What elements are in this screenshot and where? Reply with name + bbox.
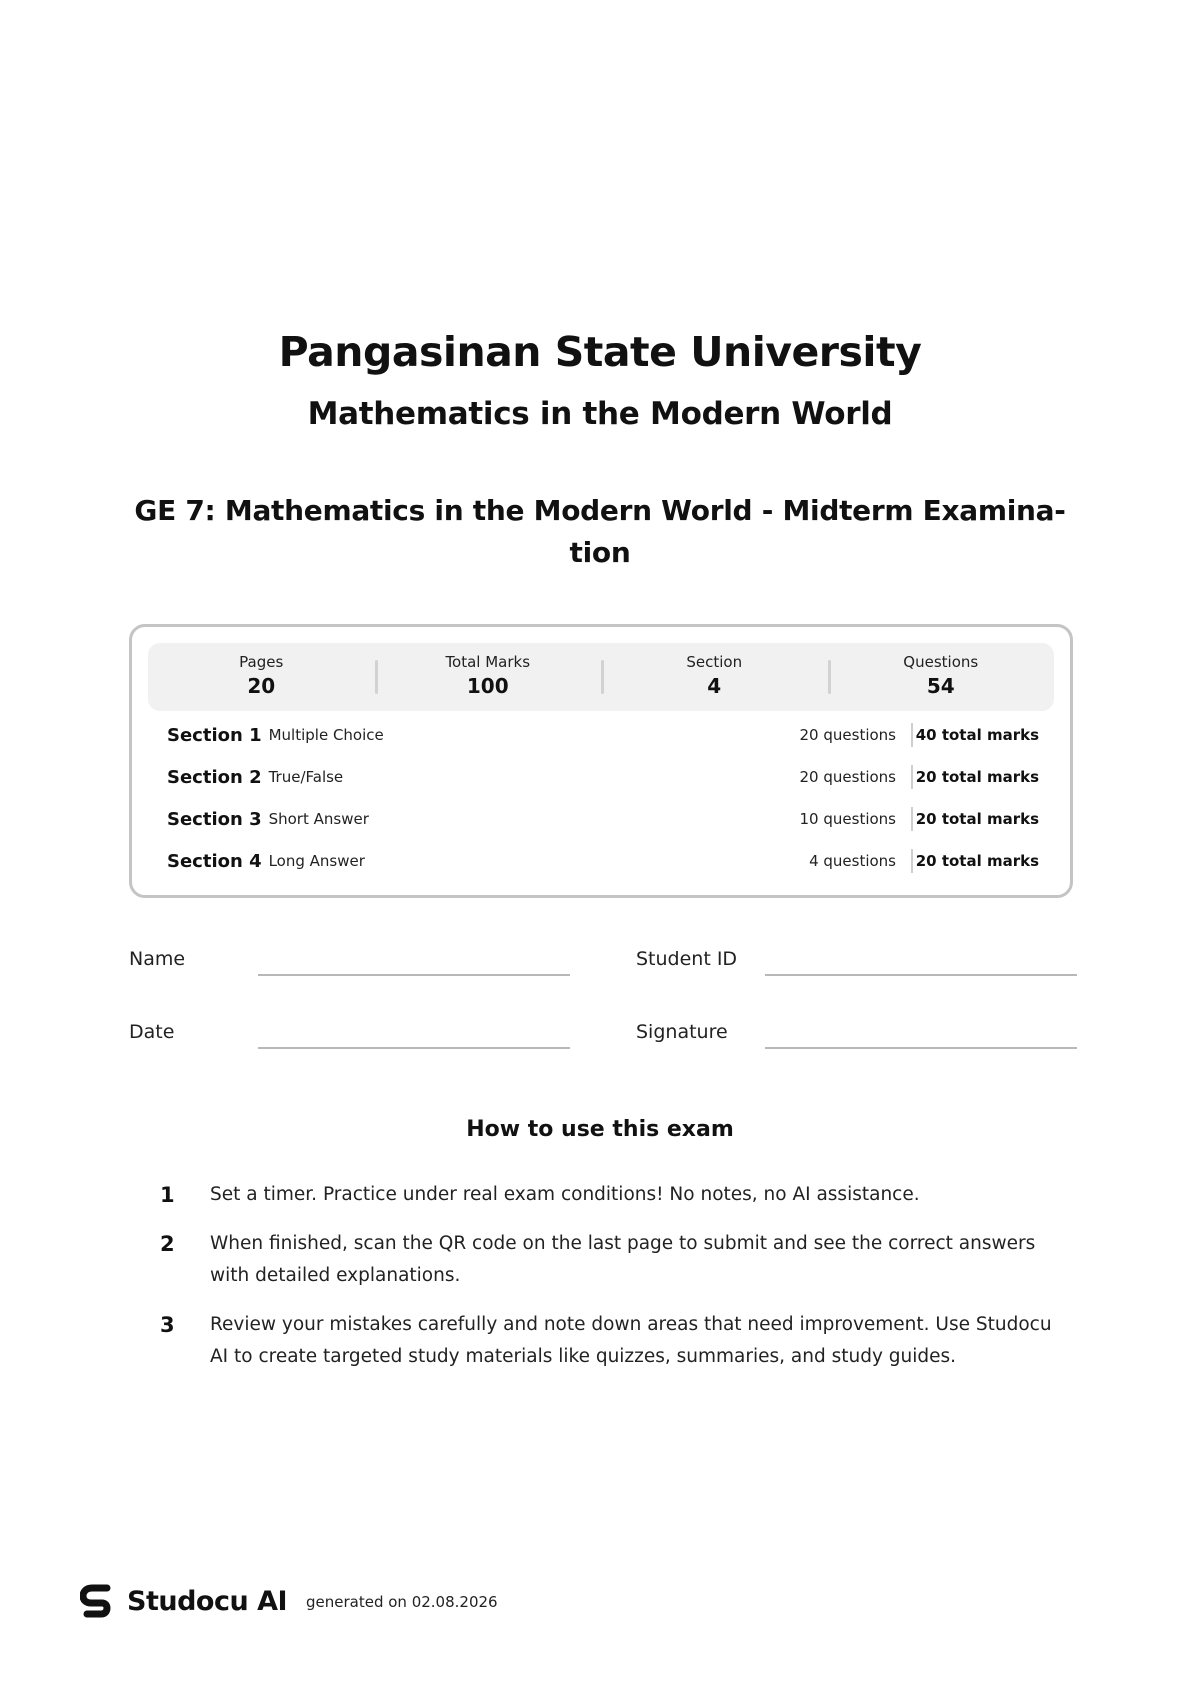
stat-label: Section <box>686 653 743 671</box>
student-id-label: Student ID <box>636 948 738 970</box>
brand-name: Studocu AI <box>127 1586 288 1617</box>
section-type: Long Answer <box>268 852 365 870</box>
section-type: True/False <box>268 768 344 786</box>
stat-questions <box>828 643 1055 711</box>
step-number: 2 <box>160 1232 175 1256</box>
section-type: Multiple Choice <box>268 726 384 744</box>
stat-label: Pages <box>239 653 284 671</box>
stat-pages <box>148 643 375 711</box>
step-text: Review your mistakes carefully and note down areas that need improvement. Use Studocu AI to create targeted study materials like quizzes, summaries, and study guides. <box>210 1314 1052 1367</box>
section-marks: 20 total marks <box>915 852 1039 870</box>
section-marks: 20 total marks <box>915 810 1039 828</box>
stat-section <box>601 643 828 711</box>
university-name: Pangasinan State University <box>278 328 922 376</box>
section-name: Section 4 <box>167 850 262 872</box>
signature-label: Signature <box>636 1021 728 1043</box>
section-questions: 4 questions <box>809 852 896 870</box>
date-field[interactable] <box>258 1047 570 1049</box>
name-label: Name <box>129 948 186 970</box>
exam-summary-card <box>129 624 1073 898</box>
stat-value: 4 <box>707 674 722 698</box>
section-row-4 <box>167 846 1039 876</box>
stat-label: Questions <box>903 653 979 671</box>
section-row-3 <box>167 804 1039 834</box>
course-name: Mathematics in the Modern World <box>307 396 893 432</box>
step-number: 3 <box>160 1313 175 1337</box>
stat-value: 100 <box>466 674 509 698</box>
stat-value: 20 <box>247 674 276 698</box>
studocu-logo-icon <box>80 1584 114 1622</box>
student-id-field[interactable] <box>765 974 1077 976</box>
exam-title: GE 7: Mathematics in the Modern World - Midterm Examina- tion <box>134 494 1066 569</box>
section-questions: 20 questions <box>799 768 896 786</box>
section-row-1 <box>167 720 1039 750</box>
section-marks: 20 total marks <box>915 768 1039 786</box>
section-questions: 10 questions <box>799 810 896 828</box>
name-field[interactable] <box>258 974 570 976</box>
section-type: Short Answer <box>268 810 369 828</box>
step-text: When finished, scan the QR code on the last page to submit and see the correct answers with detailed explanations. <box>210 1233 1036 1286</box>
section-name: Section 1 <box>167 724 262 746</box>
stat-total-marks <box>375 643 602 711</box>
step-number: 1 <box>160 1183 175 1207</box>
stat-value: 54 <box>926 674 955 698</box>
section-marks: 40 total marks <box>915 726 1039 744</box>
step-text: Set a timer. Practice under real exam conditions! No notes, no AI assistance. <box>210 1184 920 1205</box>
stat-label: Total Marks <box>445 653 531 671</box>
section-questions: 20 questions <box>799 726 896 744</box>
section-name: Section 2 <box>167 766 262 788</box>
section-name: Section 3 <box>167 808 262 830</box>
stats-bar <box>148 643 1054 711</box>
howto-title: How to use this exam <box>466 1117 734 1142</box>
section-row-2 <box>167 762 1039 792</box>
signature-field[interactable] <box>765 1047 1077 1049</box>
generated-date: generated on 02.08.2026 <box>306 1593 498 1611</box>
date-label: Date <box>129 1021 175 1043</box>
